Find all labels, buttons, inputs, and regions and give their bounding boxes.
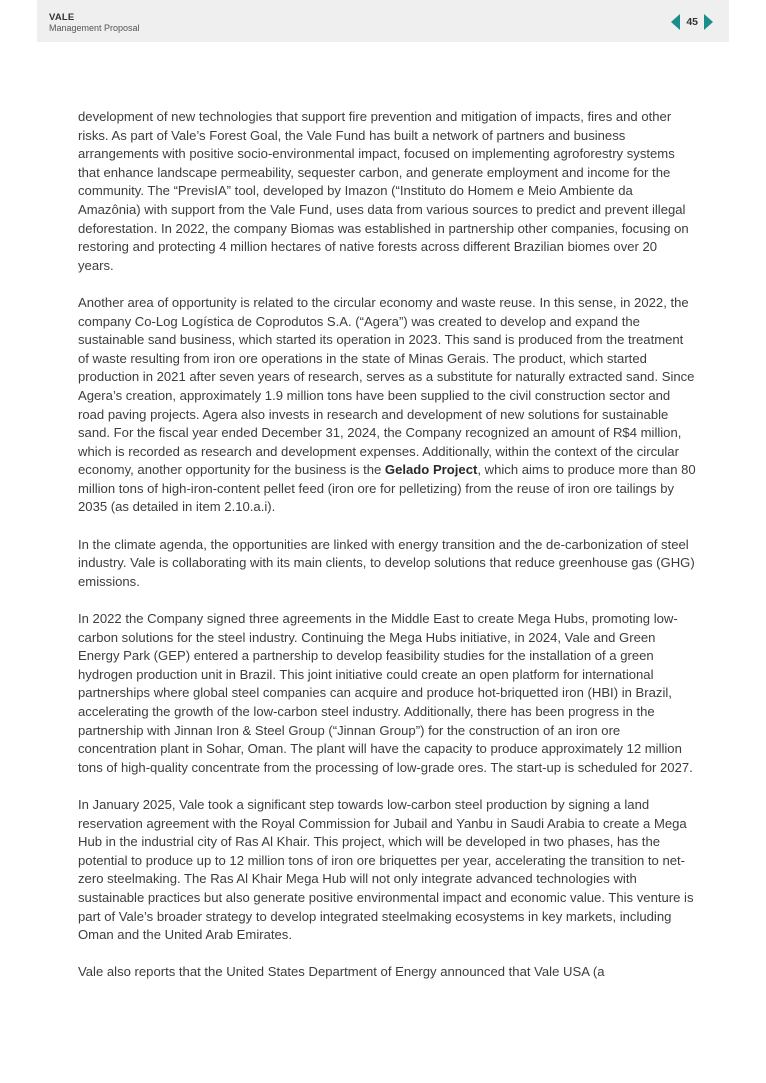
company-name: VALE [49, 12, 75, 23]
paragraph-ras-al-khair: In January 2025, Vale took a significant step towards low-carbon steel production by signing a land reservation agreement with the Royal Commission for Jubail and Yanbu in Saudi Arabia to create a Mega Hub in the industrial city of Ras Al Khair. This project, which will be developed in two phases, has the potential to produce up to 12 million tons of iron ore briquettes per year, accelerating the transition to net-zero steelmaking. The Ras Al Khair Mega Hub will not only integrate advanced technologies with sustainable practices but also generate positive environmental impact and economic value. This venture is part of Vale’s broader strategy to develop integrated steelmaking ecosystems in key markets, including Oman and the United Arab Emirates. [78, 796, 694, 943]
page-navigation [671, 13, 713, 31]
page-number: 45 [686, 16, 698, 28]
paragraph-mega-hubs: In 2022 the Company signed three agreements in the Middle East to create Mega Hubs, promoting low-carbon solutions for the steel industry. Continuing the Mega Hubs initiative, in 2024, Vale and Green Energy Park (GEP) entered a partnership to develop feasibility studies for the installation of a green hydrogen production unit in Brazil. This joint initiative could create an open platform for international partnerships where global steel companies can acquire and produce hot-briquetted iron (HBI) in Brazil, accelerating the growth of the low-carbon steel industry. Additionally, there has been progress in the partnership with Jinnan Iron & Steel Group (“Jinnan Group”) for the construction of an iron ore concentration plant in Sohar, Oman. The plant will have the capacity to produce approximately 12 million tons of high-quality concentrate from the processing of low-grade ores. The start-up is scheduled for 2027. [78, 611, 693, 775]
gelado-project-term: Gelado Project [384, 462, 478, 478]
paragraph-forest-goal: development of new technologies that support fire prevention and mitigation of impacts, fires and other risks. As part of Vale’s Forest Goal, the Vale Fund has built a network of partners and business arrangements with positive socio-environmental impact, focused on implementing agroforestry systems that enhance landscape permeability, sequester carbon, and generate employment and income for the community. The “PrevisIA” tool, developed by Imazon (“Instituto do Homem e Meio Ambiente da Amazônia) with support from the Vale Fund, uses data from various sources to predict and prevent illegal deforestation. In 2022, the company Biomas was established in partnership other companies, focusing on restoring and protecting 4 million hectares of native forests across different Brazilian biomes over 20 years. [78, 109, 689, 273]
paragraph-doe-announcement: Vale also reports that the United States Department of Energy announced that Vale USA (a [78, 964, 605, 980]
document-title: Management Proposal [49, 23, 140, 33]
paragraph-circular-economy [78, 294, 696, 517]
paragraph-climate-agenda: In the climate agenda, the opportunities are linked with energy transition and the de-carbonization of steel industry. Vale is collaborating with its main clients, to develop solutions that reduce greenhouse gas (GHG) emissions. [78, 536, 695, 589]
page-header [37, 0, 729, 42]
brand-block [49, 12, 140, 34]
next-page-icon[interactable] [704, 14, 713, 30]
paragraph-text: , which aims to produce more than 80 million tons of high-iron-content pellet feed (iron ore for pelletizing) from the reuse of iron ore tailings by 2035 (as detailed in item 2.10.a.i). [78, 462, 696, 515]
document-body [78, 108, 696, 1001]
paragraph-text: Another area of opportunity is related to the circular economy and waste reuse. In this sense, in 2022, the company Co-Log Logística de Coprodutos S.A. (“Agera”) was created to develop and expand the sustainable sand business, which started its operation in 2023. This sand is produced from the treatment of waste resulting from iron ore operations in the state of Minas Gerais. The product, which started production in 2021 after seven years of research, serves as a substitute for naturally extracted sand. Since Agera’s creation, approximately 1.9 million tons have been supplied to the civil construction sector and road paving projects. Agera also invests in research and development of new solutions for sustainable sand. For the fiscal year ended December 31, 2024, the Company recognized an amount of R$4 million, which is recorded as research and development expenses. Additionally, within the context of the circular economy, another opportunity for the business is the [78, 294, 695, 478]
previous-page-icon[interactable] [671, 14, 680, 30]
